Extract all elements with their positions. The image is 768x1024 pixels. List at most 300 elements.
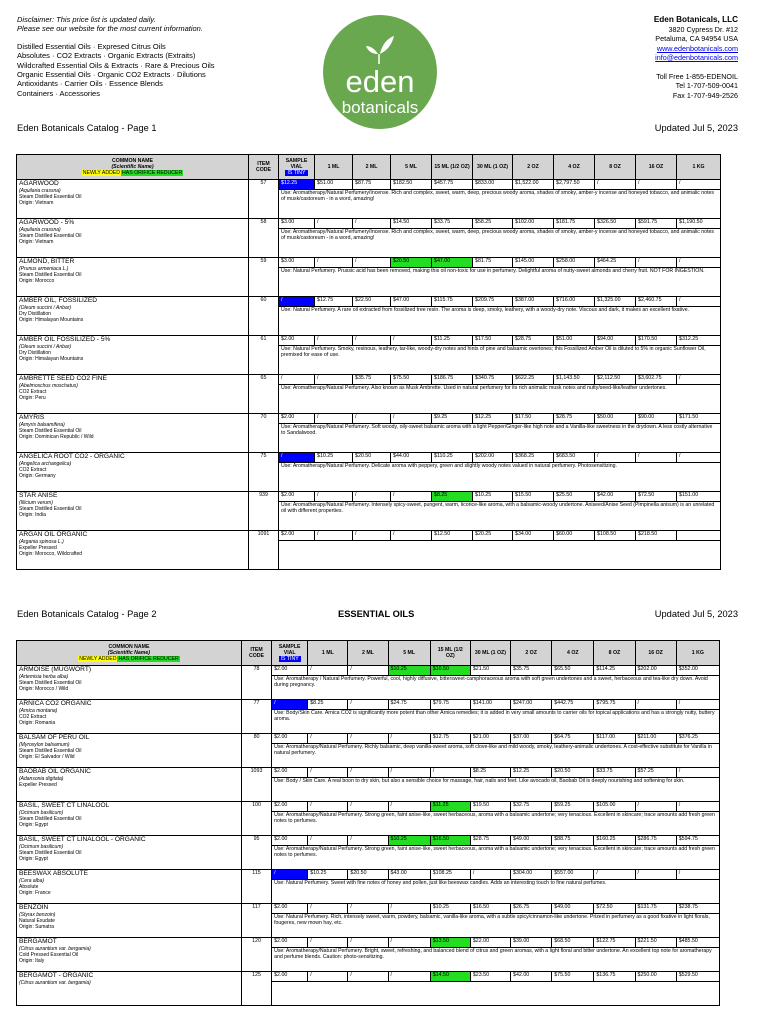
price-cell[interactable]: / [391,336,432,346]
price-cell[interactable]: / [353,414,391,424]
price-cell[interactable]: $181.75 [554,219,595,229]
price-cell[interactable]: $10.25 [388,666,430,676]
product-name: BEESWAX ABSOLUTE [19,870,89,877]
column-header-size: 5 ML [388,641,430,666]
price-cell[interactable]: $376.25 [676,734,719,744]
usage-description: Use: Aromatherapy/Natural Perfumery. Also known as Musk Ambrette. Used in natural perfumery for its rich animalic musk notes and nutty/seed-like/leather undertones. [279,385,721,414]
item-code: 59 [249,258,279,297]
price-cell[interactable]: $2.00 [272,666,308,676]
price-cell[interactable]: / [676,870,719,880]
price-cell[interactable]: $485.50 [676,938,719,948]
price-cell[interactable]: $716.00 [554,297,595,307]
price-cell[interactable]: $15.50 [513,492,554,502]
product-detail: Origin: Vietnam [19,239,54,245]
price-cell[interactable]: / [388,938,430,948]
price-cell[interactable]: $10.25 [315,453,353,463]
price-cell[interactable]: / [391,531,432,541]
product-detail: Steam Distilled Essential Oil [19,680,82,686]
logo-text-botanicals: botanicals [341,98,419,117]
price-cell[interactable]: / [279,297,315,307]
product-detail: Origin: Sumatra [19,924,55,930]
price-cell[interactable]: $16.50 [470,904,510,914]
column-header-size: 2 ML [348,641,388,666]
website-link[interactable]: www.edenbotanicals.com [656,43,738,53]
price-cell[interactable]: / [315,258,353,268]
scientific-name: (Illicium verum) [19,500,53,506]
price-cell[interactable]: / [272,870,308,880]
price-cell[interactable]: $182.50 [391,180,432,190]
price-cell[interactable]: / [430,768,470,778]
category-line: Containers · Accessories [17,88,100,98]
price-cell[interactable]: / [308,768,348,778]
price-cell[interactable]: $20.50 [391,258,432,268]
column-header-size: 1 ML [315,155,353,180]
price-cell[interactable]: $258.00 [554,258,595,268]
price-cell[interactable]: $2,112.50 [595,375,636,385]
product-name: BALSAM OF PERU OIL [19,734,90,741]
price-cell[interactable]: $10.50 [430,666,470,676]
price-cell[interactable]: $8.25 [432,492,473,502]
price-cell[interactable]: / [388,734,430,744]
product-detail: Origin: Egypt [19,856,48,862]
price-cell[interactable]: $151.00 [677,492,721,502]
price-cell[interactable]: $28.75 [470,836,510,846]
product-detail: Natural Exudate [19,918,55,924]
price-cell[interactable]: $42.00 [511,972,552,982]
price-cell[interactable]: $387.00 [513,297,554,307]
price-cell[interactable]: $28.75 [554,414,595,424]
table-row[interactable] [17,904,720,914]
price-cell[interactable]: / [348,768,388,778]
price-cell[interactable]: / [636,453,677,463]
price-cell[interactable]: / [315,336,353,346]
price-cell[interactable]: $114.25 [594,666,635,676]
price-cell[interactable]: $286.75 [635,836,676,846]
product-detail: Origin: Romania [19,720,56,726]
table-row[interactable] [17,492,721,502]
price-cell[interactable]: / [308,734,348,744]
product-detail: Origin: Vietnam [19,200,54,206]
price-cell[interactable]: $2.00 [279,492,315,502]
price-cell[interactable]: $1,143.50 [554,375,595,385]
price-cell[interactable]: / [676,768,719,778]
usage-description: Use: Aromatherapy/Natural Perfumery. Delicate aroma with peppery, green and slightly woody notes valued in natural perfumery. Photosensitizing. [279,463,721,492]
price-cell[interactable]: / [635,700,676,710]
price-cell[interactable]: $160.25 [594,836,635,846]
price-cell[interactable]: $250.00 [635,972,676,982]
price-cell[interactable]: / [348,802,388,812]
price-cell[interactable]: $21.50 [470,666,510,676]
price-cell[interactable]: $368.25 [513,453,554,463]
price-cell[interactable]: $75.50 [391,375,432,385]
price-cell[interactable]: / [308,666,348,676]
price-cell[interactable]: $35.75 [511,666,552,676]
price-cell[interactable]: / [635,802,676,812]
price-cell[interactable]: / [677,180,721,190]
price-cell[interactable]: $33.75 [594,768,635,778]
price-cell[interactable]: / [676,802,719,812]
price-cell[interactable]: $8.25 [470,768,510,778]
price-cell[interactable]: / [635,870,676,880]
price-cell[interactable]: $202.00 [635,666,676,676]
price-cell[interactable]: $23.50 [470,972,510,982]
product-name-cell [17,531,249,570]
price-cell[interactable]: $19.50 [470,802,510,812]
price-cell[interactable]: $42.00 [595,492,636,502]
price-cell[interactable]: $2.00 [272,904,308,914]
price-cell[interactable]: / [594,870,635,880]
price-cell[interactable]: $202.00 [473,453,513,463]
table-row[interactable] [17,180,721,190]
price-cell[interactable]: $442.75 [552,700,594,710]
price-cell[interactable]: $3.00 [279,219,315,229]
price-cell[interactable]: $145.00 [513,258,554,268]
price-cell[interactable]: $10.25 [473,492,513,502]
price-cell[interactable]: / [388,904,430,914]
price-cell[interactable]: $13.50 [430,938,470,948]
newly-added-legend: NEWLY ADDED [82,170,121,177]
price-cell[interactable]: $2.00 [272,836,308,846]
price-cell[interactable]: $2.00 [279,336,315,346]
price-cell[interactable]: $65.50 [552,666,594,676]
price-cell[interactable]: $49.00 [511,836,552,846]
price-cell[interactable]: $28.75 [513,336,554,346]
price-cell[interactable]: $2.00 [279,414,315,424]
price-cell[interactable]: $58.25 [473,219,513,229]
price-cell[interactable]: $3.00 [279,258,315,268]
price-cell[interactable]: $32.75 [511,802,552,812]
product-name: ARNICA CO2 ORGANIC [19,700,92,707]
price-cell[interactable]: $108.50 [595,531,636,541]
scientific-name: (Abelmoschus moschatus) [19,383,78,389]
price-cell[interactable]: $81.75 [473,258,513,268]
price-cell[interactable]: $79.75 [430,700,470,710]
price-cell[interactable]: $14.50 [430,972,470,982]
price-cell[interactable]: $683.50 [554,453,595,463]
price-cell[interactable]: $10.25 [308,870,348,880]
product-name-cell [17,297,249,336]
price-cell[interactable]: $622.25 [513,375,554,385]
price-cell[interactable]: $26.75 [511,904,552,914]
price-cell[interactable]: $24.75 [388,700,430,710]
price-cell[interactable]: $211.00 [635,734,676,744]
header-row [17,641,720,666]
price-cell[interactable]: $122.75 [594,938,635,948]
price-cell[interactable]: $2.00 [272,972,308,982]
price-table-page2 [16,640,720,1006]
product-detail: CO2 Extract [19,714,47,720]
price-cell[interactable]: / [391,492,432,502]
price-cell[interactable]: $209.75 [473,297,513,307]
price-cell[interactable]: $457.75 [432,180,473,190]
price-cell[interactable]: $20.50 [552,768,594,778]
price-cell[interactable]: $3,602.75 [636,375,677,385]
price-cell[interactable]: $557.00 [552,870,594,880]
price-cell[interactable]: $105.00 [594,802,635,812]
table-row[interactable] [17,375,721,385]
price-cell[interactable]: $141.00 [470,700,510,710]
price-cell[interactable]: $47.00 [432,258,473,268]
price-cell[interactable]: / [391,414,432,424]
legend-tags [19,170,246,176]
price-cell[interactable]: $68.50 [552,938,594,948]
price-cell[interactable]: / [595,453,636,463]
price-cell[interactable]: / [348,666,388,676]
price-cell[interactable]: $22.00 [470,938,510,948]
price-cell[interactable]: $12.50 [432,531,473,541]
item-code: 939 [249,492,279,531]
item-code: 78 [241,666,271,700]
price-cell[interactable]: $64.75 [552,734,594,744]
price-cell[interactable]: $110.25 [432,453,473,463]
price-cell[interactable]: $17.50 [513,414,554,424]
item-code: 1093 [241,768,271,802]
price-cell[interactable]: $25.50 [554,492,595,502]
table-row[interactable] [17,414,721,424]
price-cell[interactable]: $186.75 [432,375,473,385]
price-cell[interactable]: $20.50 [353,453,391,463]
price-cell[interactable]: $340.75 [473,375,513,385]
price-cell[interactable]: $72.50 [636,492,677,502]
price-cell[interactable]: $8.25 [308,700,348,710]
price-cell[interactable]: $795.75 [594,700,635,710]
tiny-legend: IS TINY [280,656,299,663]
scientific-name: (Arnica montana) [19,708,58,714]
company-address-line: 3820 Cypress Dr. #12 [668,24,738,34]
price-cell[interactable]: $60.00 [554,531,595,541]
price-cell[interactable]: / [315,219,353,229]
price-cell[interactable]: / [348,972,388,982]
price-cell[interactable]: $529.50 [676,972,719,982]
price-cell[interactable]: / [279,453,315,463]
price-cell[interactable]: $2,460.75 [636,297,677,307]
price-cell[interactable]: $72.50 [594,904,635,914]
price-cell[interactable]: / [470,870,510,880]
price-cell[interactable]: $1,325.00 [595,297,636,307]
price-cell[interactable]: $352.00 [676,666,719,676]
scientific-name: (Prunus armeniaca L.) [19,266,69,272]
price-cell[interactable]: $170.50 [636,336,677,346]
price-cell[interactable]: $87.75 [353,180,391,190]
price-cell[interactable]: $94.00 [595,336,636,346]
product-detail: Steam Distilled Essential Oil [19,233,82,239]
table-row[interactable] [17,336,721,346]
price-cell[interactable] [677,531,721,541]
price-cell[interactable]: $591.75 [636,219,677,229]
table-row[interactable] [17,700,720,710]
price-cell[interactable]: $218.50 [636,531,677,541]
price-cell[interactable]: $238.75 [676,904,719,914]
price-cell[interactable]: $136.75 [594,972,635,982]
price-cell[interactable]: $247.00 [511,700,552,710]
price-cell[interactable]: / [353,258,391,268]
price-cell[interactable]: / [353,219,391,229]
product-name-cell [17,453,249,492]
price-cell[interactable]: $115.75 [432,297,473,307]
price-cell[interactable]: $2.00 [272,802,308,812]
price-cell[interactable]: / [636,258,677,268]
table-row[interactable] [17,870,720,880]
price-cell[interactable]: $20.25 [473,531,513,541]
price-cell[interactable]: / [677,453,721,463]
price-cell[interactable]: / [388,768,430,778]
price-cell[interactable]: $2.00 [272,734,308,744]
price-cell[interactable]: / [353,336,391,346]
price-cell[interactable]: $2.00 [272,768,308,778]
product-detail: Origin: India [19,512,46,518]
price-cell[interactable]: / [348,938,388,948]
price-cell[interactable]: $50.00 [595,414,636,424]
price-cell[interactable]: / [636,180,677,190]
price-cell[interactable]: $2,797.50 [554,180,595,190]
price-cell[interactable]: / [677,375,721,385]
email-link[interactable]: info@edenbotanicals.com [655,53,738,62]
price-cell[interactable]: $312.25 [677,336,721,346]
price-cell[interactable]: $12.75 [315,297,353,307]
eden-botanicals-logo [322,14,438,130]
price-cell[interactable]: $47.00 [391,297,432,307]
price-cell[interactable]: / [279,375,315,385]
product-name: AMBRETTE SEED CO2 FINE [19,375,107,382]
price-cell[interactable]: / [308,836,348,846]
scientific-name: (Amyris balsamifera) [19,422,65,428]
price-cell[interactable]: $33.75 [432,219,473,229]
table-row[interactable] [17,219,721,229]
price-cell[interactable]: $833.00 [473,180,513,190]
column-header-size: 1 ML [308,641,348,666]
price-cell[interactable]: $12.25 [511,768,552,778]
price-cell[interactable]: $304.00 [511,870,552,880]
price-cell[interactable]: $16.50 [430,836,470,846]
table-row[interactable] [17,836,720,846]
price-cell[interactable]: $10.25 [388,836,430,846]
price-cell[interactable]: / [315,375,353,385]
price-cell[interactable]: $34.00 [513,531,554,541]
price-cell[interactable]: $57.25 [635,768,676,778]
price-cell[interactable]: / [677,297,721,307]
product-detail: Origin: Morocco, Wildcrafted [19,551,83,557]
price-cell[interactable]: / [315,531,353,541]
toll-free: Toll Free 1-855-EDENOIL [656,71,738,81]
price-cell[interactable]: / [388,972,430,982]
scientific-name: (Aquilaria crassna) [19,227,61,233]
column-header-item-code: ITEM CODE [241,641,271,666]
price-cell[interactable]: $51.00 [554,336,595,346]
price-cell[interactable]: $10.25 [430,904,470,914]
price-cell[interactable]: / [348,836,388,846]
table-row[interactable] [17,258,721,268]
price-cell[interactable]: / [315,492,353,502]
product-detail: CO2 Extract [19,389,47,395]
price-cell[interactable]: $2.00 [272,938,308,948]
price-cell[interactable]: / [388,802,430,812]
price-cell[interactable]: $1,190.50 [677,219,721,229]
price-cell[interactable]: / [272,700,308,710]
price-cell[interactable]: $221.50 [635,938,676,948]
price-cell[interactable]: $1,522.00 [513,180,554,190]
price-cell[interactable]: / [348,700,388,710]
table-row[interactable] [17,734,720,744]
price-cell[interactable]: / [348,734,388,744]
price-cell[interactable]: $11.25 [430,802,470,812]
price-cell[interactable]: $44.00 [391,453,432,463]
price-cell[interactable]: $12.25 [279,180,315,190]
price-cell[interactable]: $21.00 [470,734,510,744]
column-header-size: 30 ML (1 OZ) [473,155,513,180]
price-cell[interactable]: $14.50 [391,219,432,229]
price-cell[interactable]: $49.00 [552,904,594,914]
price-cell[interactable]: / [315,414,353,424]
product-detail: Absolute [19,884,39,890]
table-row[interactable] [17,531,721,541]
price-cell[interactable]: / [308,802,348,812]
price-cell[interactable]: $39.00 [511,938,552,948]
price-cell[interactable]: $131.75 [635,904,676,914]
price-cell[interactable]: $75.50 [552,972,594,982]
price-cell[interactable]: $326.50 [595,219,636,229]
price-cell[interactable]: $22.50 [353,297,391,307]
column-header-size: 1 KG [677,155,721,180]
table-row[interactable] [17,297,721,307]
table-row[interactable] [17,972,720,982]
price-cell[interactable]: $102.00 [513,219,554,229]
table-row[interactable] [17,938,720,948]
price-cell[interactable]: / [308,972,348,982]
price-cell[interactable]: $108.25 [430,870,470,880]
product-name: ALMOND, BITTER [19,258,75,265]
price-cell[interactable]: $12.75 [430,734,470,744]
price-cell[interactable]: $12.25 [473,414,513,424]
column-header-size: 1 KG [676,641,719,666]
price-cell[interactable]: $90.00 [636,414,677,424]
price-cell[interactable]: $9.25 [432,414,473,424]
tiny-legend: IS TINY [287,170,306,177]
price-cell[interactable]: / [595,180,636,190]
price-cell[interactable]: $20.50 [348,870,388,880]
price-cell[interactable]: / [676,700,719,710]
price-cell[interactable]: / [353,492,391,502]
price-cell[interactable]: / [677,258,721,268]
table-row[interactable] [17,666,720,676]
price-cell[interactable]: $464.25 [595,258,636,268]
price-cell[interactable]: / [308,904,348,914]
price-cell[interactable]: $17.50 [473,336,513,346]
price-cell[interactable]: $11.25 [432,336,473,346]
price-cell[interactable]: $51.00 [315,180,353,190]
price-cell[interactable]: $117.00 [594,734,635,744]
product-detail: Origin: El Salvador / Wild [19,754,75,760]
item-code: 120 [241,938,271,972]
usage-description: Use: Aromatherapy/Natural Perfumery. Intensely spicy-sweet, pungent, warm, licorice-like aroma, with a balsamic-woody undertone. Aniseed/Anise Seed (Pimpinella anisum) is an unrelated oil with different properties. [279,502,721,531]
table-row[interactable] [17,768,720,778]
price-cell[interactable]: $59.25 [552,802,594,812]
price-cell[interactable]: $35.75 [353,375,391,385]
table-row[interactable] [17,802,720,812]
price-cell[interactable]: $171.50 [677,414,721,424]
price-cell[interactable]: $594.75 [676,836,719,846]
price-cell[interactable]: / [353,531,391,541]
sample-label: SAMPLE VIAL [285,157,308,170]
price-cell[interactable]: $43.00 [388,870,430,880]
product-name: AGARWOOD [19,180,59,187]
price-cell[interactable]: $88.75 [552,836,594,846]
price-cell[interactable]: $2.00 [279,531,315,541]
price-cell[interactable]: / [348,904,388,914]
price-cell[interactable]: $37.00 [511,734,552,744]
table-row[interactable] [17,453,721,463]
price-cell[interactable]: / [308,938,348,948]
column-header-size: 4 OZ [552,641,594,666]
